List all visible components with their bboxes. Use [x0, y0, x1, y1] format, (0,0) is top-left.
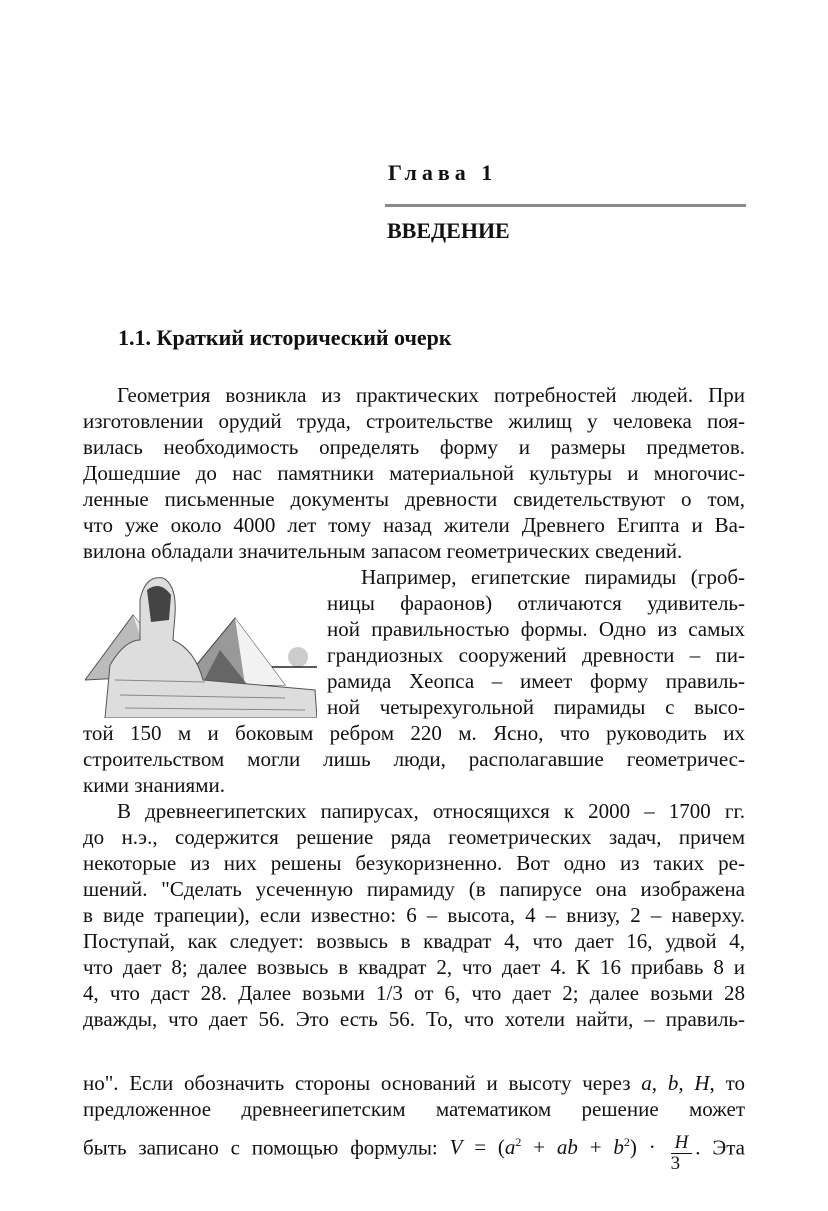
op: = ( [462, 1135, 505, 1160]
text-line: В древнеегипетских папирусах, относящихся к 2000 – 1700 гг. [117, 799, 745, 823]
numerator: H [671, 1133, 693, 1154]
text-line: что дает 8; далее возвысь в квадрат 2, что дает 4. К 16 прибавь 8 и [83, 955, 745, 979]
variables: a, b, H [641, 1071, 710, 1095]
text: . Эта [695, 1135, 745, 1160]
op: ) · [629, 1135, 668, 1160]
exp: 2 [515, 1135, 522, 1150]
fraction [671, 1133, 693, 1174]
text-line: в виде трапеции), если известно: 6 – высота, 4 – внизу, 2 – наверху. [83, 903, 745, 927]
text-line: Поступай, как следует: возвысь в квадрат 4, что дает 16, удвой 4, [83, 929, 745, 953]
volume-formula [449, 1132, 696, 1174]
text-line: изготовлении орудий труда, строительстве жилищ у человека поя- [83, 409, 745, 433]
denominator: 3 [670, 1153, 681, 1174]
text-line: Геометрия возникла из практических потребностей людей. При [117, 383, 745, 407]
text-line: ной четырехугольной пирамиды с высо- [327, 695, 745, 719]
text-line: что уже около 4000 лет тому назад жители Древнего Египта и Ва- [83, 513, 745, 537]
text-line: грандиозных сооружений древности – пи- [327, 643, 745, 667]
sphinx-pyramids-illustration [85, 570, 317, 718]
text-line: ницы фараонов) отличаются удивитель- [327, 591, 745, 615]
text-line: некоторые из них решены безукоризненно. Вот одно из таких ре- [83, 851, 745, 875]
text-line: вилась необходимость определять форму и размеры предметов. [83, 435, 745, 459]
text: , то [709, 1071, 745, 1095]
text-line: до н.э., содержится решение ряда геометрических задач, причем [83, 825, 745, 849]
chapter-label: Глава 1 [388, 160, 498, 185]
text-line: дважды, что дает 56. Это есть 56. То, что хотели найти, – правиль- [83, 1007, 745, 1031]
text-line: той 150 м и боковым ребром 220 м. Ясно, что руководить их [83, 721, 745, 745]
text-line: вилона обладали значительным запасом геометрических сведений. [83, 539, 683, 563]
op: + [521, 1135, 557, 1160]
chapter-title: ВВЕДЕНИЕ [387, 218, 510, 243]
text-line: предложенное древнеегипетским математиком решение может [83, 1097, 745, 1121]
text: но". Если обозначить стороны оснований и высоту через [83, 1071, 642, 1095]
text: быть записано с помощью формулы: [83, 1135, 450, 1160]
formula-line [83, 1129, 745, 1174]
op: + [577, 1135, 614, 1160]
text-line: Дошедшие до нас памятники материальной культуры и многочис- [83, 461, 745, 485]
b: b [613, 1135, 624, 1160]
exp: 2 [623, 1135, 630, 1150]
ab: ab [556, 1135, 578, 1160]
a: a [504, 1135, 516, 1160]
text-line-variables [83, 1070, 745, 1096]
text-line: Например, египетские пирамиды (гроб- [361, 565, 745, 589]
text-line: кими знаниями. [83, 773, 225, 797]
text-line: 4, что даст 28. Далее возьми 1/3 от 6, что дает 2; далее возьми 28 [83, 981, 745, 1005]
chapter-divider [385, 204, 746, 207]
text-line: шений. "Сделать усеченную пирамиду (в папирусе она изображена [83, 877, 745, 901]
text-line: рамида Хеопса – имеет форму правиль- [327, 669, 745, 693]
text-line: строительством могли лишь люди, располагавшие геометричес- [83, 747, 745, 771]
section-heading: 1.1. Краткий исторический очерк [118, 325, 452, 350]
v: V [449, 1135, 463, 1160]
text-line: ленные письменные документы древности свидетельствуют о том, [83, 487, 745, 511]
text-line: ной правильностью формы. Одно из самых [327, 617, 745, 641]
